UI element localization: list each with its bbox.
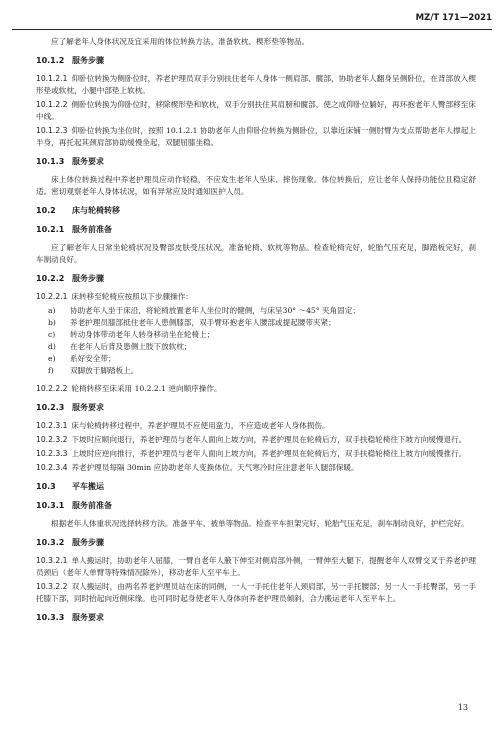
section-number: 10.3.2 [36, 538, 65, 547]
numbered-clause [36, 434, 476, 446]
numbered-clause [36, 448, 476, 460]
clause-text: 仰卧位转换为侧卧位时，养老护理员双手分别扶住老年人身体一侧肩部、髋部，协助老年人翻身呈侧卧位，在背部放入楔形垫或软枕，小腿中部垫上软枕。 [36, 74, 476, 95]
section-title: 平车搬运 [72, 482, 104, 491]
numbered-clause [36, 581, 476, 605]
section-heading [36, 402, 476, 414]
list-item-text: 协助老年人坐于床沿，将轮椅放置老年人坐位时的健侧，与床呈30° ～45° 夹角固定； [70, 306, 360, 315]
list-item-text: 养老护理员膝部抵住老年人患侧膝部，双手臂环抱老年人腰部或提起腰带夹紧； [70, 318, 336, 327]
section-number: 10.1.3 [36, 157, 65, 166]
numbered-clause [36, 555, 476, 579]
clause-number: 10.1.2.1 [36, 74, 68, 83]
list-item [36, 305, 476, 317]
list-item [36, 365, 476, 377]
numbered-clause [36, 99, 476, 123]
clause-text: 双人搬运时，由两名养老护理员站在床的同侧，一人一手托住老年人颈肩部，另一手托腰部；另一人一手托臀部，另一手托膝下部，同时抬起向近侧床缘。也可同时起身使老年人身体向养老护理员倾斜，合力搬运老年人至平车上。 [36, 582, 476, 603]
section-number: 10.2.2 [36, 274, 65, 283]
section-heading [36, 500, 476, 512]
clause-number: 10.1.2.2 [36, 100, 68, 109]
clause-number: 10.2.2.1 [36, 292, 68, 301]
clause-text: 养老护理员每隔 30min 应协助老年人变换体位。天气寒冷时应注意老年人腿部保暖。 [71, 463, 359, 472]
section-title: 服务要求 [72, 157, 104, 166]
list-marker: e) [48, 354, 56, 363]
section-number: 10.2.3 [36, 403, 65, 412]
clause-number: 10.2.2.2 [36, 384, 68, 393]
list-marker: d) [48, 342, 56, 351]
clause-number: 10.2.3.1 [36, 421, 68, 430]
list-item-text: 在老年人后背及患侧上肢下放软枕； [70, 342, 192, 351]
section-title: 服务要求 [72, 613, 104, 622]
section-title: 服务步骤 [72, 56, 104, 65]
section-title: 服务步骤 [72, 538, 104, 547]
section-heading [36, 537, 476, 549]
body-paragraph: 应了解老年人日常坐轮椅状况及臀部皮肤受压状况。准备轮椅、软枕等物品。检查轮椅完好，轮胎气压充足，脚踏板完好，刹车制动良好。 [36, 243, 476, 264]
numbered-clause [36, 73, 476, 97]
section-heading [36, 224, 476, 236]
document-body [36, 36, 476, 630]
section-title: 服务要求 [72, 403, 104, 412]
list-item [36, 317, 476, 329]
clause-text: 仰卧位转换为坐位时，按照 10.1.2.1 协助老年人由仰卧位转换为侧卧位，以靠近床铺一侧肘臂为支点帮助老年人撑起上半身，再托起其颈肩部协助缓慢坐起，双腿屈膝坐稳。 [36, 126, 476, 147]
section-title: 床与轮椅转移 [72, 206, 120, 215]
list-item [36, 329, 476, 341]
clause-number: 10.1.2.3 [36, 126, 68, 135]
clause-text: 轮椅转移至床采用 10.2.2.1 逆向顺序操作。 [71, 384, 222, 393]
section-number: 10.1.2 [36, 56, 65, 65]
section-number: 10.2 [36, 206, 56, 215]
section-title: 服务前准备 [72, 501, 112, 510]
page-number: 13 [457, 703, 468, 712]
section-heading [36, 205, 476, 217]
section-heading [36, 612, 476, 624]
list-marker: a) [48, 306, 56, 315]
list-item [36, 353, 476, 365]
section-title: 服务步骤 [72, 274, 104, 283]
clause-text: 单人搬运时，协助老年人屈膝，一臂自老年人腋下伸至对侧肩部外侧，一臂伸至大腿下，提醒老年人双臂交叉于养老护理员颈后（老年人单臂等特殊情况除外），移动老年人至平车上。 [36, 556, 476, 577]
standard-code-header: MZ/T 171—2021 [415, 13, 492, 23]
clause-number: 10.2.3.4 [36, 463, 68, 472]
list-marker: c) [48, 330, 56, 339]
body-paragraph: 根据老年人体重状况选择转移方法。准备平车、被单等物品。检查平车担架完好，轮胎气压充足，刹车制动良好，护栏完好。 [51, 519, 469, 528]
header-rule [12, 29, 492, 30]
section-number: 10.3.3 [36, 613, 65, 622]
clause-text: 下坡时应顺向退行，养老护理员与老年人面向上坡方向，养老护理员在轮椅后方，双手扶稳轮椅往下坡方向缓慢退行。 [71, 435, 467, 444]
clause-number: 10.2.3.3 [36, 449, 68, 458]
list-item [36, 341, 476, 353]
section-number: 10.2.1 [36, 225, 65, 234]
clause-number: 10.2.3.2 [36, 435, 68, 444]
body-paragraph: 床上体位转换过程中养老护理员应动作轻稳，不应发生老年人坠床、摔伤现象。体位转换后，应让老年人保持功能位且稳定舒适。密切观察老年人身体状况，如有异常应及时通知医护人员。 [36, 175, 476, 196]
numbered-clause [36, 291, 476, 303]
list-item-text: 转动身体带动老年人转身移动坐在轮椅上； [70, 330, 215, 339]
clause-text: 侧卧位转换为仰卧位时，移除楔形垫和软枕，双手分别扶住其肩膀和髋部，使之成仰卧位躺好，再环抱老年人臀部移至床中线。 [36, 100, 476, 121]
section-number: 10.3 [36, 482, 56, 491]
numbered-clause [36, 420, 476, 432]
section-heading [36, 273, 476, 285]
list-marker: b) [48, 318, 56, 327]
section-heading [36, 55, 476, 67]
numbered-clause [36, 125, 476, 149]
numbered-clause [36, 462, 476, 474]
body-paragraph: 应了解老年人身体状况及宜采用的体位转换方法。准备软枕、楔形垫等物品。 [51, 37, 310, 46]
clause-text: 床与轮椅转移过程中，养老护理员不应使用蛮力，不应造成老年人身体损伤。 [71, 421, 330, 430]
section-number: 10.3.1 [36, 501, 65, 510]
section-title: 服务前准备 [72, 225, 112, 234]
clause-text: 床转移至轮椅应按照以下步骤操作： [71, 292, 193, 301]
clause-text: 上坡时应逆向推行，养老护理员与老年人面向上坡方向，养老护理员在轮椅后方，双手扶稳轮椅往上坡方向缓慢推行。 [71, 449, 467, 458]
clause-number: 10.3.2.1 [36, 556, 68, 565]
list-item-text: 系好安全带； [70, 354, 116, 363]
numbered-clause [36, 383, 476, 395]
section-heading [36, 156, 476, 168]
section-heading [36, 481, 476, 493]
clause-number: 10.3.2.2 [36, 582, 68, 591]
list-item-text: 双脚放于脚踏板上。 [70, 366, 139, 375]
step-list [36, 305, 476, 377]
list-marker: f) [48, 366, 54, 375]
